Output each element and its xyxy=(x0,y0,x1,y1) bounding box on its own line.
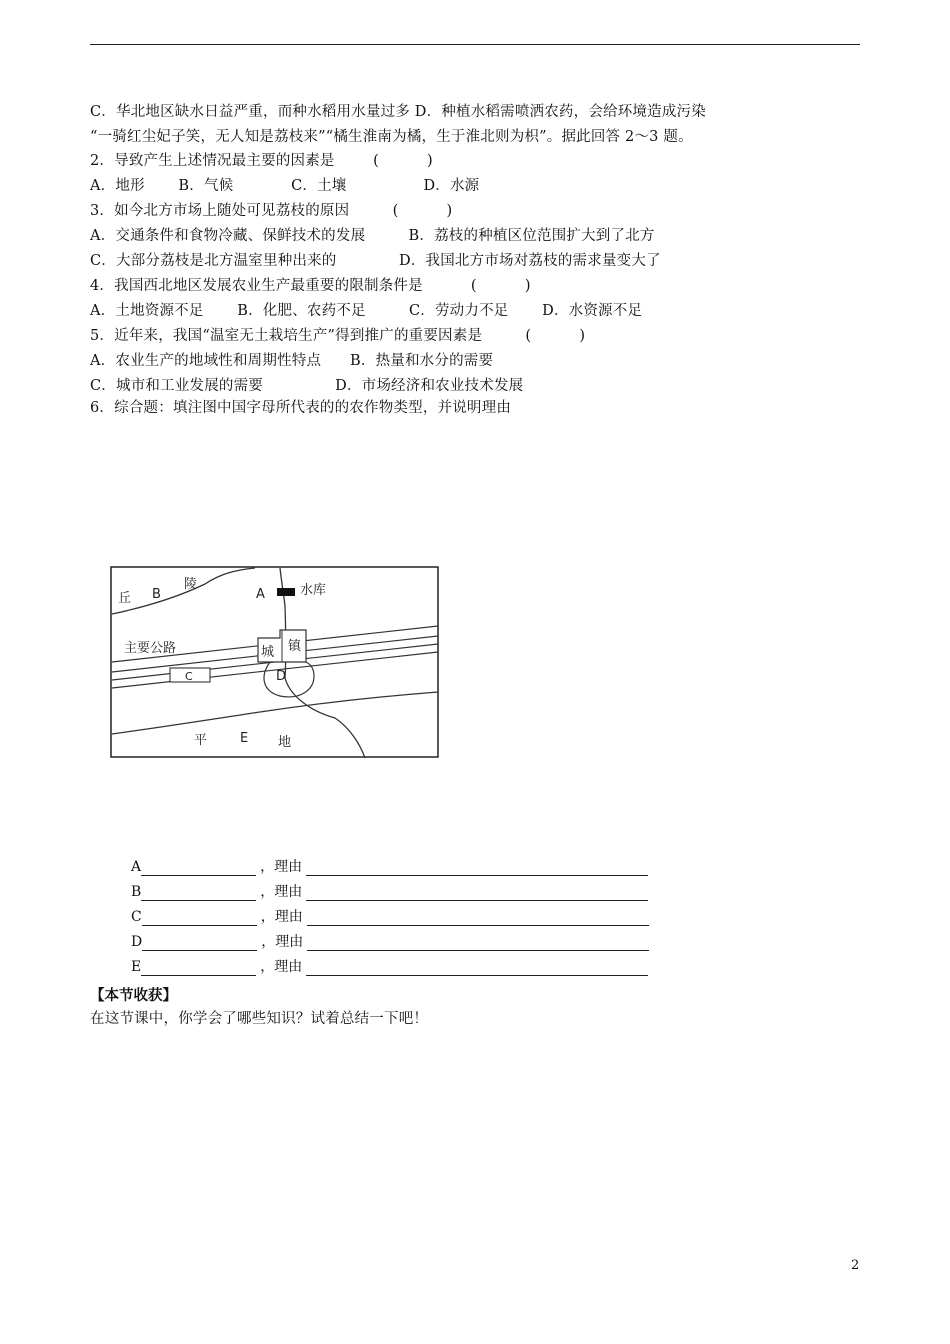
poem-intro: “一骑红尘妃子笑，无人知是荔枝来”“橘生淮南为橘，生于淮北则为枳”。据此回答 2～3 题。 xyxy=(90,129,693,145)
map-label-road: 主要公路 xyxy=(124,641,177,656)
answer-letter: A xyxy=(131,859,142,875)
q5-stem: 5．近年来，我国“温室无土栽培生产”得到推广的重要因素是 ( ) xyxy=(90,328,586,344)
map-label-ping: 平 xyxy=(194,733,208,748)
crop-blank[interactable] xyxy=(141,960,256,976)
map-label-e: E xyxy=(240,731,249,746)
page-number: 2 xyxy=(851,1258,860,1273)
land-use-map xyxy=(110,566,440,760)
map-label-cheng: 城 xyxy=(261,645,275,660)
crop-blank[interactable] xyxy=(142,935,257,951)
q2-options: A．地形 B．气候 C．土壤 D．水源 xyxy=(90,178,480,194)
q4-stem: 4．我国西北地区发展农业生产最重要的限制条件是 ( ) xyxy=(90,278,531,294)
answer-row-e xyxy=(131,958,648,976)
answer-letter: E xyxy=(131,959,142,975)
answer-row-c xyxy=(131,908,649,926)
map-label-b: B xyxy=(152,587,161,602)
answer-letter: C xyxy=(131,909,142,925)
crop-blank[interactable] xyxy=(141,860,256,876)
answer-letter: D xyxy=(131,934,143,950)
answer-letter: B xyxy=(131,884,142,900)
q5-options-ab: A．农业生产的地域性和周期性特点 B．热量和水分的需要 xyxy=(90,353,494,369)
q6-stem: 6．综合题：填注图中国字母所代表的的农作物类型，并说明理由 xyxy=(90,400,512,416)
answer-row-b xyxy=(131,883,648,901)
map-figure xyxy=(110,566,440,760)
header-rule xyxy=(90,44,860,45)
reason-blank[interactable] xyxy=(306,960,648,976)
map-label-zhen: 镇 xyxy=(288,639,302,654)
region-d-outline xyxy=(264,662,314,697)
map-label-d: D xyxy=(276,669,287,684)
map-label-reservoir: 水库 xyxy=(300,583,327,598)
q2-stem: 2．导致产生上述情况最主要的因素是 ( ) xyxy=(90,153,433,169)
reason-label: ，理由 xyxy=(261,934,304,950)
map-label-c: C xyxy=(185,670,193,683)
section-prompt: 在这节课中，你学会了哪些知识？试着总结一下吧！ xyxy=(90,1011,429,1027)
reason-label: ，理由 xyxy=(260,909,303,925)
q5-options-cd: C．城市和工业发展的需要 D．市场经济和农业技术发展 xyxy=(90,378,524,394)
crop-blank[interactable] xyxy=(141,885,256,901)
reason-label: ，理由 xyxy=(260,959,303,975)
reason-blank[interactable] xyxy=(306,860,648,876)
reason-blank[interactable] xyxy=(307,935,649,951)
reason-label: ，理由 xyxy=(260,884,303,900)
section-title: 【本节收获】 xyxy=(90,988,177,1004)
reason-blank[interactable] xyxy=(307,910,649,926)
q4-options: A．土地资源不足 B．化肥、农药不足 C．劳动力不足 D．水资源不足 xyxy=(90,303,643,319)
reason-blank[interactable] xyxy=(306,885,648,901)
q1-option-cd: C．华北地区缺水日益严重，而种水稻用水量过多 D．种植水稻需喷洒农药，会给环境造成污染 xyxy=(90,104,706,120)
map-label-qiu: 丘 xyxy=(118,591,132,606)
q3-options-cd: C．大部分荔枝是北方温室里种出来的 D．我国北方市场对荔枝的需求量变大了 xyxy=(90,253,661,269)
crop-blank[interactable] xyxy=(142,910,257,926)
q3-options-ab: A．交通条件和食物冷藏、保鲜技术的发展 B．荔枝的种植区位范围扩大到了北方 xyxy=(90,228,655,244)
map-label-a: A xyxy=(256,587,265,602)
answer-row-a xyxy=(131,858,648,876)
q3-stem: 3．如今北方市场上随处可见荔枝的原因 ( ) xyxy=(90,203,453,219)
reservoir-dam xyxy=(277,588,295,596)
plain-boundary xyxy=(112,692,438,734)
answer-row-d xyxy=(131,933,649,951)
map-label-ling: 陵 xyxy=(184,577,198,592)
map-label-di: 地 xyxy=(278,735,292,750)
reason-label: ，理由 xyxy=(260,859,303,875)
